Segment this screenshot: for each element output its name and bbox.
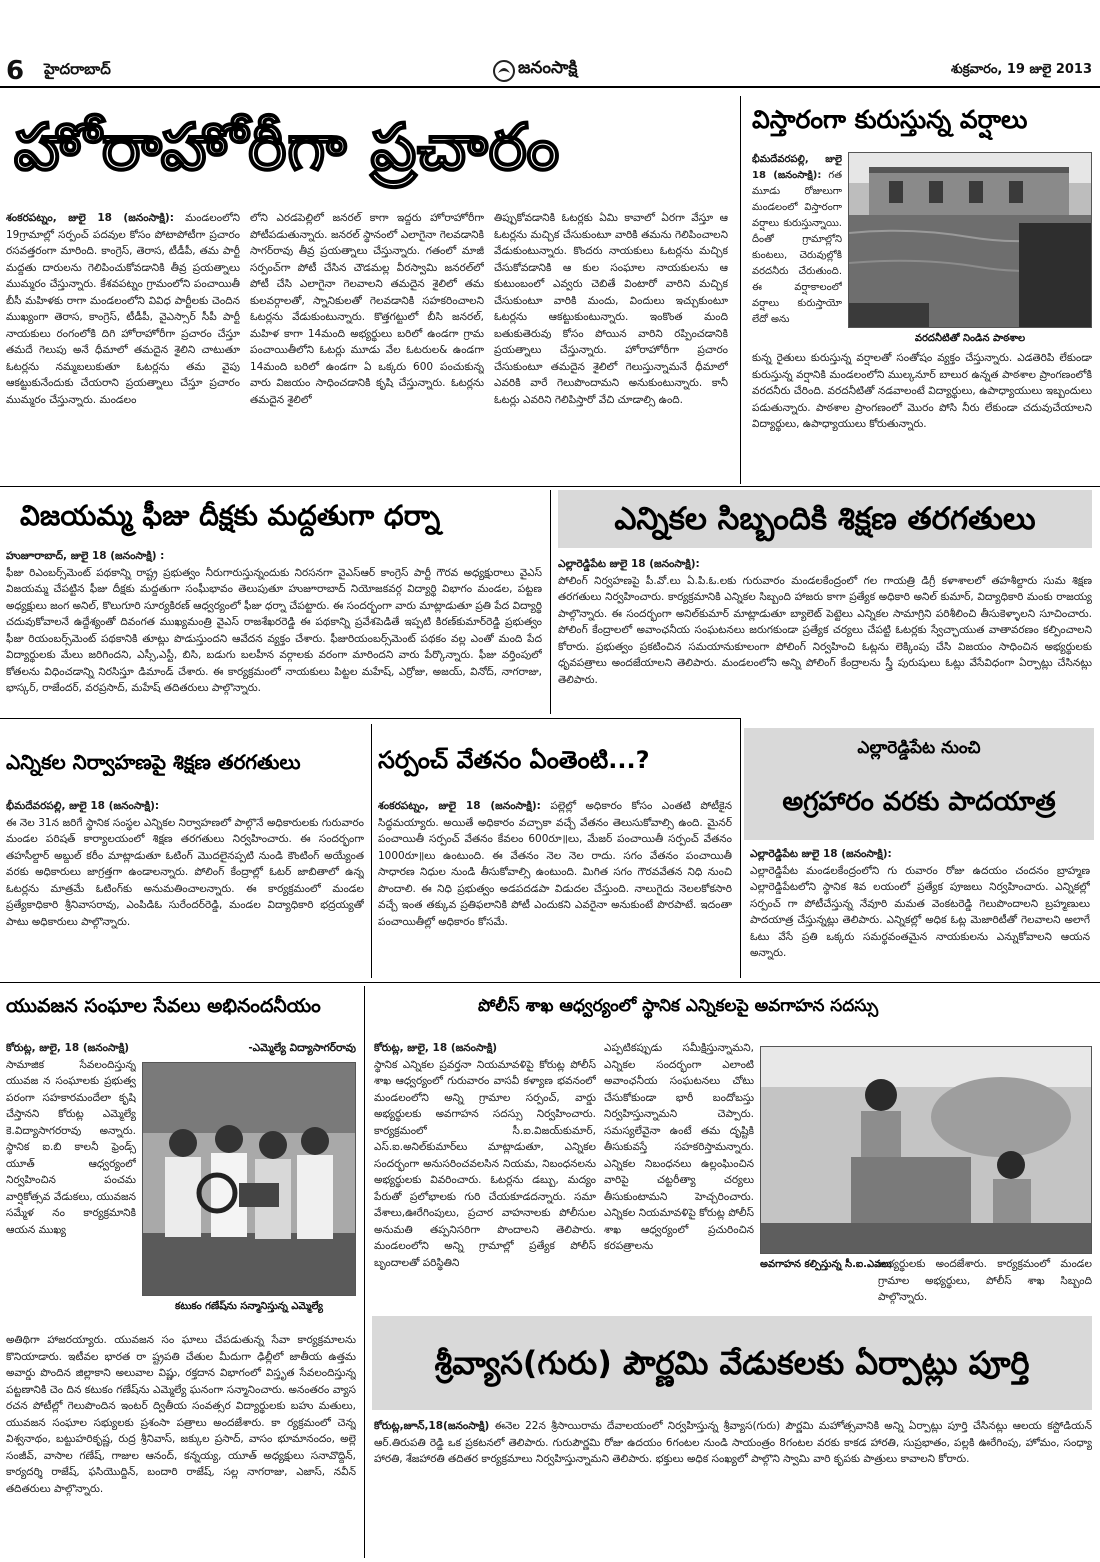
dateline: భీమదేవరపల్లి, జులై 18 (జనంసాక్షి): xyxy=(6,800,160,812)
article-padayatra-body xyxy=(750,846,1090,978)
photo-flooded-school xyxy=(848,152,1092,328)
article-dharna xyxy=(0,490,548,716)
police-meeting-photo-icon xyxy=(761,1047,1091,1253)
photo-police-meeting xyxy=(760,1046,1092,1254)
dateline: ఎల్లారెడ్డిపేట జులై 18 (జనంసాక్షి): xyxy=(558,558,700,570)
article-staff-training xyxy=(554,490,1094,716)
quote-mla: -ఎమ్మెల్యే విద్యాసాగర్‌రావు xyxy=(248,1042,356,1054)
headline-guru-purnima: శ్రీవ్యాస(గురు) పౌర్ణమి వేడుకలకు ఏర్పాట్లు పూర్తి xyxy=(434,1344,1030,1382)
headline-dharna: విజయమ్మ ఫీజు దీక్షకు మద్దతుగా ధర్నా xyxy=(20,499,441,532)
article-campaign-col3: తిప్పుకోవడానికి ఓటర్లకు ఏమి కావాలో ఏరగా వేస్తూ ఆ ఓటర్లను మచ్చిక చేసుకుంటూ వారికి తమను గెలిపించాలని వేడుకుంటున్నారు. కొందరు నాయకులు ఓటర్లను మచ్చిక చేసుకోవడానికి ఆ కుల సంఘాల నాయకులను ఆ కుటుంబంలో ఎవ్వరు చెబితే వింటారో వారిని మచ్చిక చేసుకుంటూ వారికి మందు, విందులు ఇచ్చుకుంటూ ఓటర్లను ఆకట్టుకుంటున్నారు. ఇంకొంత మంది బతుకుతెరువు కోసం పోయిన వారిని రప్పించడానికి ప్రయత్నాలు చేస్తున్నారు. హోరాహోరీగా ప్రచారం చేసుకుంటూ తమదైన శైలిలో గెలుస్తున్నామనే ధీమాలో ఎవరికి వారే గెలుపొందామని అనుకుంటున్నారు. కానీ ఓటర్లు ఎవరిని గెలిపిస్తారో వేచి చూడాల్సి ఉంది. xyxy=(494,212,728,406)
dateline: ఎల్లారెడ్డిపేట జులై 18 (జనంసాక్షి): xyxy=(750,848,892,860)
article-text: మండలంలోని 19గ్రామాల్లో సర్పంచ్ పదవుల కోసం పోటాపోటీగా ప్రచారం రసవత్తరంగా మారింది. కాంగ్రెస్, తెరాస, టీడీపీ, తమ పార్టీ మద్దతు దారులను గెలిపించుకోవడానికి తీవ్ర ప్రయత్నాలు ముమ్మరం చేస్తున్నారు. కేశవపట్నం గ్రామంలోని పంచాయితీ బీసీ మహిళకు రాగా మండలంలోని వివిధ పార్టీలకు చెందిన ముఖ్యంగా తెరాస, కాంగ్రెస్, టీడీపీ, వైఎస్సార్ సీపీ పార్టీ నాయకులు రంగంలోకి దిగి హోరాహోరీగా ప్రచారం చేస్తూ తమదే గెలుపు అనే ధీమాలో తమదైన శైలిని చాటుతూ ఓటర్లను నమ్మబలుకుతూ ఓటర్లను తమ వైపు ఆకట్టుకునేందుకు చేయరాని ప్రయత్నాలు చేస్తూ ప్రచారం ముమ్మరం చేస్తున్నారు. మండలం xyxy=(6,212,240,406)
headline-padayatra: అగ్రహారం వరకు పాదయాత్ర xyxy=(782,787,1056,817)
article-police-awareness-col3: అభ్యర్థులకు అందజేశారు. కార్యక్రమంలో మండల గ్రామాల అభ్యర్థులు, పోలీస్ శాఖ సిబ్బంది పాల్గొన్నారు. xyxy=(878,1258,1092,1303)
article-rains-side xyxy=(752,152,842,348)
article-text: ఎల్లారెడ్డిపేట మండలకేంద్రంలోని గు రువారం రోజు ఉదయం చందనం బ్రాహ్మణ ఎల్లారెడ్డిపేటలోని స్థానిక శివ లయంలో ప్రత్యేక పూజలు నిర్వహించారు. ఎన్నికల్లో సర్పంచ్ గా పోటీచేస్తున్న నేవూరి మమత వెంకటరెడ్డి గెలుపొందాలని బ్రహ్మణులు పాదయాత్ర చేస్తున్నట్లు తెలిపారు. ఎన్నికల్లో అధిక ఓట్ల మెజారిటీతో గెలవాలని అలాగే ఓటు వేసే ప్రతి ఒక్కరు సమర్థవంతమైన నాయకులను ఎన్నుకోవాలని ఆయన అన్నారు. xyxy=(750,864,1090,959)
article-padayatra xyxy=(744,728,1094,980)
dateline: భీమదేవరపల్లి, జులై 18 (జనంసాక్షి): xyxy=(752,154,842,181)
headline-box-guru-purnima xyxy=(372,1316,1092,1410)
article-text: స్థానిక ఎన్నికల ప్రవర్తనా నియమావళిపై కోరుట్ల పోలీస్ శాఖ ఆధ్వర్యంలో గురువారం వాసవీ కళ్యాణ భవనంలో మండలంలోని అన్ని గ్రామాల సర్పంచ్, వార్డు అభ్యర్థులకు అవగాహన సదస్సు నిర్వహించారు. కార్యక్రమంలో సీ.ఐ.విజయ్‌కుమార్, ఎస్.ఐ.అనిల్‌కుమార్‌లు మాట్లాడుతూ, ఎన్నికల సందర్భంగా అనుసరించవలసిన నియమ, నిబంధనలను అభ్యర్థులకు వివరించారు. ఓటర్లను డబ్బు, మద్యం పేరుతో ప్రలోభాలకు గురి చేయకూడదన్నారు. సమా వేశాలు,ఊరేగింపులు, ప్రచార వాహనాలకు పోలీసుల అనుమతి తప్పనిసరిగా పొందాలని తెలిపారు. మండలంలోని అన్ని గ్రామాల్లో ప్రత్యేక పోలీస్ బృందాలతో పరిస్థితిని xyxy=(374,1058,596,1269)
article-text: గత మూడు రోజులుగా మండలంలో విస్తారంగా వర్షాలు కురుస్తున్నాయి. దీంతో గ్రామాల్లోని కుంటలు, చెరువుల్లోకి వరదనీరు చేరుతుంది. ఈ వర్షాకాలంలో వర్షాలు కురుస్తాయో లేదో అను xyxy=(752,170,842,325)
headline-campaign: హోరాహోరీగా ప్రచారం xyxy=(14,111,561,185)
article-staff-training-body xyxy=(558,556,1092,712)
article-election-training xyxy=(0,724,368,980)
dateline: శంకరపట్నం, జులై 18 (జనంసాక్షి): xyxy=(6,212,174,224)
headline-rains: విస్తారంగా కురుస్తున్న వర్షాలు xyxy=(752,105,1028,134)
paper-name: జనంసాక్షి xyxy=(518,58,578,78)
masthead xyxy=(0,56,1100,90)
article-rains-bottom: కున్న రైతులు కురుస్తున్న వర్షాలతో సంతోషం వ్యక్తం చేస్తున్నారు. ఎడతెరిపి లేకుండా కురుస్తున్న వర్షానికి మండలంలోని ముల్కనూర్ బాలుర ఉన్నత పాఠశాల ప్రాంగణంలోకి వరదనీరు చేరింది. వరదనీటితో నడవాలంటే విద్యార్థులు, ఉపాధ్యాయులు ఇబ్బందులు పడుతున్నారు. పాఠశాల ప్రాంగణంలో మొరం పోసి నీరు లేకుండా చదువుచేయాలని విద్యార్థులు, ఉపాధ్యాయులు కోరుతున్నారు. xyxy=(752,352,1092,430)
masthead-date: శుక్రవారం, 19 జులై 2013 xyxy=(951,62,1092,77)
article-campaign xyxy=(0,96,740,486)
article-dharna-body xyxy=(6,548,542,712)
paper-logo xyxy=(492,56,628,86)
article-youth-services xyxy=(0,986,362,1560)
headline-box-padayatra xyxy=(744,728,1094,840)
article-text: ఫీజు రిఎంబర్స్‌మెంట్ పథకాన్ని రాష్ట్ర ప్రభుత్వం నీరుగారుస్తున్నందుకు నిరసనగా వైఎస్ఆర్ కాంగ్రెస్ పార్టీ గౌరవ అధ్యక్షురాలు వైఎస్ విజయమ్మ చేపట్టిన ఫీజు దీక్షకు మద్దతుగా సంఘీభావం తెలుపుతూ హుజూరాబాద్ నియోజకవర్గ విద్యార్థి విభాగం మండల, పట్టణ అధ్యక్షులు జంగ అనిల్, కొలుగూరి సూర్యకిరణ్ ఆధ్వర్యంలో ఫీజు ధర్నా చేపట్టారు. ఈ సందర్భంగా వారు మాట్లాడుతూ ప్రతి పేద విద్యార్థి చదువుకోవాలనే ఉద్దేశ్యంతో దివంగత ముఖ్యమంత్రి వైఎస్ రాజశేఖరరెడ్డి ఈ పథకాన్ని ప్రవేశపెడితే ఇప్పటి కిరణ్‌కుమార్‌రెడ్డి ప్రభుత్వం ఫీజు రియంబర్స్‌మెంట్ పథకానికి తూట్లు పొడుస్తుందని ఆవేదన వ్యక్తం చేశారు. ఫీజురియంబర్స్‌మెంట్ పథకం వల్ల ఎంతో మంది పేద విద్యార్థులకు మేలు జరిగిందని, ఎస్సీ,ఎస్టీ, బిసి, బడుగు బలహీన వర్గాలకు వరంగా మారిందని వారు పేర్కొన్నారు. ఫీజు వర్తింపులో కోతలను విధించడాన్ని నిరసిస్తూ డిమాండ్ చేశారు. ఈ కార్యక్రమంలో నాయకులు పిట్టల మహేష్, ఎర్రోజు, అజయ్, వినోద్, నాగరాజు, భాస్కర్, రాజేందర్, వరప్రసాద్, మహేష్ తదితరులు పాల్గొన్నారు. xyxy=(6,566,542,694)
article-guru-purnima-body xyxy=(374,1418,1092,1554)
photo-felicitation xyxy=(142,1062,356,1296)
article-police-awareness-col2: ఎప్పటికప్పుడు సమీక్షిస్తున్నామని, ఎన్నికల సందర్భంగా ఎలాంటి అవాంఛనీయ సంఘటనలు చోటు చేసుకోకుండా భారీ బందోబస్తు నిర్వహిస్తున్నామని చెప్పారు. సమస్యలేవైనా ఉంటే తమ దృష్టికి తీసుకువస్తే సహకరిస్తామన్నారు. ఎన్నికల నిబంధనలు ఉల్లంఘించిన వారిపై చట్టరీత్యా చర్యలు తీసుకుంటామని హెచ్చరించారు. ఎన్నికల నియమావళిపై కోరుట్ల పోలీస్ శాఖ ఆధ్వర్యంలో ప్రచురించిన కరపత్రాలను xyxy=(604,1042,754,1252)
article-youth-services-side xyxy=(6,1040,136,1330)
article-police-awareness xyxy=(368,986,1100,1306)
headline-youth-services: యువజన సంఘాల సేవలు అభినందనీయం xyxy=(6,995,321,1017)
article-campaign-col1 xyxy=(6,210,240,480)
article-election-training-body xyxy=(6,798,364,978)
headline-police-awareness: పోలీస్ శాఖ ఆధ్వర్యంలో స్థానిక ఎన్నికలపై అవగాహన సదస్సు xyxy=(478,996,879,1016)
felicitation-photo-icon xyxy=(143,1063,355,1295)
dateline: కోరుట్ల, జులై, 18 (జనంసాక్షి) xyxy=(6,1042,130,1054)
article-police-awareness-col1 xyxy=(374,1040,596,1304)
flooded-school-icon xyxy=(849,153,1091,327)
headline-election-training: ఎన్నికల నిర్వాహణపై శిక్షణ తరగతులు xyxy=(6,750,301,774)
article-text: పల్లెల్లో అధికారం కోసం ఎంతటి పోటీకైన సిద్ధమయ్యారు. అయితే అధికారం వచ్చాకా వచ్చే వేతనం తెలుసుకోవాల్సి ఉంది. మైనర్ పంచాయితీ సర్పంచ్ వేతనం కేవలం 600రూ॥లు, మేజర్ పంచాయితీ సర్పంచ్ వేతనం 1000రూ॥లు ఉంటుంది. ఈ వేతనం నెల నెల రాదు. సగం వేతనం పంచాయితీ సాధారణ నిధుల నుండి తీసుకోవాల్సి ఉంటుంది. మిగిత సగం గౌరవవేతన నిధి నుంచి పొందాలి. ఈ నిధి ప్రభుత్వం అడపదడపా విడుదల చేస్తుంది. నాలుగైదు నెలలకోకసారి వచ్చే ఇంత తక్కువ ప్రతిఫలానికి పోటీ ఎందుకని ఎవరైనా అనుకుంటే పొరపాటే. ఇదంతా పంచాయితీల్లో అధికారం కోసమే. xyxy=(378,800,732,928)
dateline: కోరుట్ల,జూన్,18(జనంసాక్షి) xyxy=(374,1420,490,1432)
article-text: ఈనెల 22న శ్రీసాయిరామ దేవాలయంలో నిర్వహిస్తున్న శ్రీవ్యాస(గురు) పౌర్ణమి మహోత్సవానికి అన్ని ఏర్పాట్లు పూర్తి చేసినట్లు ఆలయ కస్టోడియన్ ఆర్.తిరుపతి రెడ్డి ఒక ప్రకటనలో తెలిపారు. గురుపౌర్ణమి రోజు ఉదయం 6గంటల నుండి సాయంత్రం 8గంటల వరకు కాకడ హారతి, సుప్రభాతం, పల్లకి ఊరేగింపు, హోమం, సంధ్యా హారతి, శేజహారతి తదితర కార్యక్రమాలు నిర్వహిస్తున్నామని తెలిపారు. భక్తులు అధిక సంఖ్యలో పాల్గొని స్వామి వారి కృపకు పాత్రులు కావాలని కోరారు. xyxy=(374,1420,1092,1465)
article-youth-services-bottom: అతిథిగా హాజరయ్యారు. యువజన సం ఘాలు చేపడుతున్న సేవా కార్యక్రమాలను కొనియాడారు. ఇటీవల భారత రా ష్ట్రపతి చేతుల మీదుగా ఢిల్లీలో జాతీయ ఉత్తమ అవార్డు పొందిన జిల్లాకాని అలువాల విష్ణు, రక్తదాన విభాగంలో విస్తృత సేవలందిస్తున్న పట్టణానికి చెం దిన కటుకం గణేష్‌ను ఎమ్మెల్యే ఘనంగా సన్మానించారు. అనంతరం వ్యాస రచన పోటీల్లో గెలుపొందిన ఇంటర్ ద్వితీయ సంవత్సర విద్యార్థులకు బహు మతులు, యువజన సంఘాల సభ్యులకు ప్రశంసా పత్రాలు అందజేశారు. కా ర్యక్రమంలో చెన్న విశ్వనాథం, బట్టుహరికృష్ణ, రుద్ర శ్రీనివాస్, జక్కుల ప్రసాద్, వాసం భూమానందం, అల్లె సంజీవ్, వాసాల గణేష్, గాజుల ఆనంద్, కన్నయ్య, యూత్ అధ్యక్షులు సనావొద్దిన్, కార్యదర్శి రాజేష్, ఫసియొద్దిన్, బందారి రాజేష్, సల్ల నాగరాజు, ఎజాస్, నవీన్ తదితరులు పాల్గొన్నారు. xyxy=(6,1334,356,1495)
dateline: శంకరపట్నం, జులై 18 (జనంసాక్షి): xyxy=(378,800,541,812)
photo-caption: వరదనీటితో నిండిన పాఠశాల xyxy=(914,333,1026,344)
masthead-city: హైదరాబాద్ xyxy=(44,60,111,78)
headline-sarpanch-salary: సర్పంచ్ వేతనం ఏంతెంటి...? xyxy=(378,746,650,774)
kicker-padayatra: ఎల్లారెడ్డిపేట నుంచి xyxy=(857,738,981,758)
article-text: సామాజిక సేవలందిస్తున్న యువజ న సంఘాలకు ప్రభుత్వ పరంగా సహకారమందేలా కృషి చేస్తానని కోరుట్ల ఎమ్మెల్యే కె.విద్యాసాగరరావు అన్నారు. స్థానిక ఐ.బి కాలనీ ఫ్రెండ్స్ యూత్ ఆధ్వర్యంలో నిర్వహించిన పంచమ వార్షికోత్సవ వేడుకలు, యువజన సమ్మేళ నం కార్యక్రమానికి ఆయన ముఖ్య xyxy=(6,1058,136,1236)
photo-caption: అవగాహన కల్పిస్తున్న సీ.ఐ.ఎవలు xyxy=(760,1259,892,1270)
article-guru-purnima xyxy=(368,1310,1100,1560)
dateline: కోరుట్ల, జులై, 18 (జనంసాక్షి) xyxy=(374,1042,498,1054)
dateline: హుజూరాబాద్, జులై 18 (జనంసాక్షి) : xyxy=(6,550,165,562)
article-text: పోలింగ్ నిర్వహణపై పీ.వో.లు ఏ.పి.ఓ.లకు గురువారం మండలకేంద్రంలో గల గాయత్రి డిగ్రీ కళాశాలలో తహశీల్దారు సుమ శిక్షణ తరగతులు నిర్వహించారు. కార్యక్రమానికి ఎన్నికల సిబ్బంది హాజరు కాగా ప్రత్యేక అధికారి అనిల్ కుమార్, విద్యాధికారి మంకు రాజయ్య పాల్గొన్నారు. ఈ సందర్భంగా అనిల్‌కుమార్ మాట్లాడుతూ బ్యాలెట్ పెట్టెలు ఎన్నికల సామాగ్రిని పరిశీలించి తీసుకెళ్ళాలని సూచించారు. పోలింగ్ కేంద్రాలలో అవాంఛనీయ సంఘటనలు జరుగకుండా ప్రత్యేక చర్యలు చేపట్టి ఓటర్లకు స్వేచ్ఛాయుత వాతావరణం కల్పించాలని కోరారు. ప్రభుత్వం ప్రకటించిన సమయానుకూలంగా పోలింగ్ నిర్వహించి ఓట్లను లెక్కింపు చేసి విజయం సాధించిన అభ్యర్థులకు ధృవపత్రాలు అందజేయాలని తెలిపారు. మండలంలోని అన్ని పోలింగ్ కేంద్రాలను స్త్రీ పురుషులు ఓట్లు వేసేవిధంగా ఏర్పాట్లు చేసినట్లు తెలిపారు. xyxy=(558,574,1092,686)
article-campaign-col2: లోని ఎరడపెల్లిలో జనరల్ కాగా ఇద్దరు హోరాహోరీగా పోటీపడుతున్నారు. జనరల్ స్థానంలో ఎలాగైనా గెలవడానికి సాగర్‌రావు తీవ్ర ప్రయత్నాలు చేస్తున్నారు. గతంలో మాజీ సర్పంచ్‌గా పోటీ చేసిన చౌడమల్ల వీరస్వామి జనరల్‌లో పోటీ చేసి ఎలాగైనా గెలవాలని తమదైన శైలిలో తమ కులవర్గాలతో, స్నానికులతో గెలవడానికి సహకరించాలని ఓటర్లను వేడుకుంటున్నారు. కొత్తగట్టులో బీసి జనరల్, మహిళ కాగా 14మంది అభ్యర్థులు బరిలో ఉండగా గ్రామ పంచాయితీలోని ఓటర్లు మూడు వేల ఓటరుల& ఉండగా 14మంది బరిలో ఉండగా ఏ ఒక్కరు 600 పంచుకున్న వారు విజయం సాధించడానికి కృషి చేస్తున్నారు. ఓటర్లను తమదైన శైలిలో xyxy=(250,212,484,406)
page-number: 6 xyxy=(6,56,25,86)
article-rains xyxy=(748,100,1094,486)
headline-staff-training: ఎన్నికల సిబ్బందికి శిక్షణ తరగతులు xyxy=(558,490,1092,548)
photo-caption: కటుకం గణేష్‌ను సన్మానిస్తున్న ఎమ్మెల్యే xyxy=(175,1301,323,1312)
paper-logo-icon xyxy=(492,59,516,83)
article-sarpanch-salary xyxy=(374,724,736,980)
article-text: ఈ నెల 31న జరిగే స్థానిక సంస్థల ఎన్నికల నిర్వాహణలో పాల్గొనే అధికారులకు గురువారం మండల పరిషత్ కార్యాలయంలో శిక్షణ తరగతులు నిర్వహించారు. ఈ సందర్భంగా తహసీల్దార్ అబ్దుల్ కరీం మాట్లాడుతూ ఓటింగ్ మొదలైనప్పటి నుండి కౌంటింగ్ అయ్యేంత వరకు అధికారులు జాగ్రత్తగా ఉండాలన్నారు. పోలింగ్ కేంద్రాల్లో ఓటర్ జాబితాలో ఉన్న ఓటర్లను మాత్రమే ఓటింగ్‌కు అనుమతించాలన్నారు. ఈ కార్యక్రమంలో మండల ప్రత్యేకాధికారి శ్రీనివాసరావు, ఎంపిడిఓ సురేందర్‌రెడ్డి, మండల విద్యాధికారి భద్రయ్యతో పాటు అధికారులు పాల్గొన్నారు. xyxy=(6,816,364,928)
article-sarpanch-salary-body xyxy=(378,798,732,978)
